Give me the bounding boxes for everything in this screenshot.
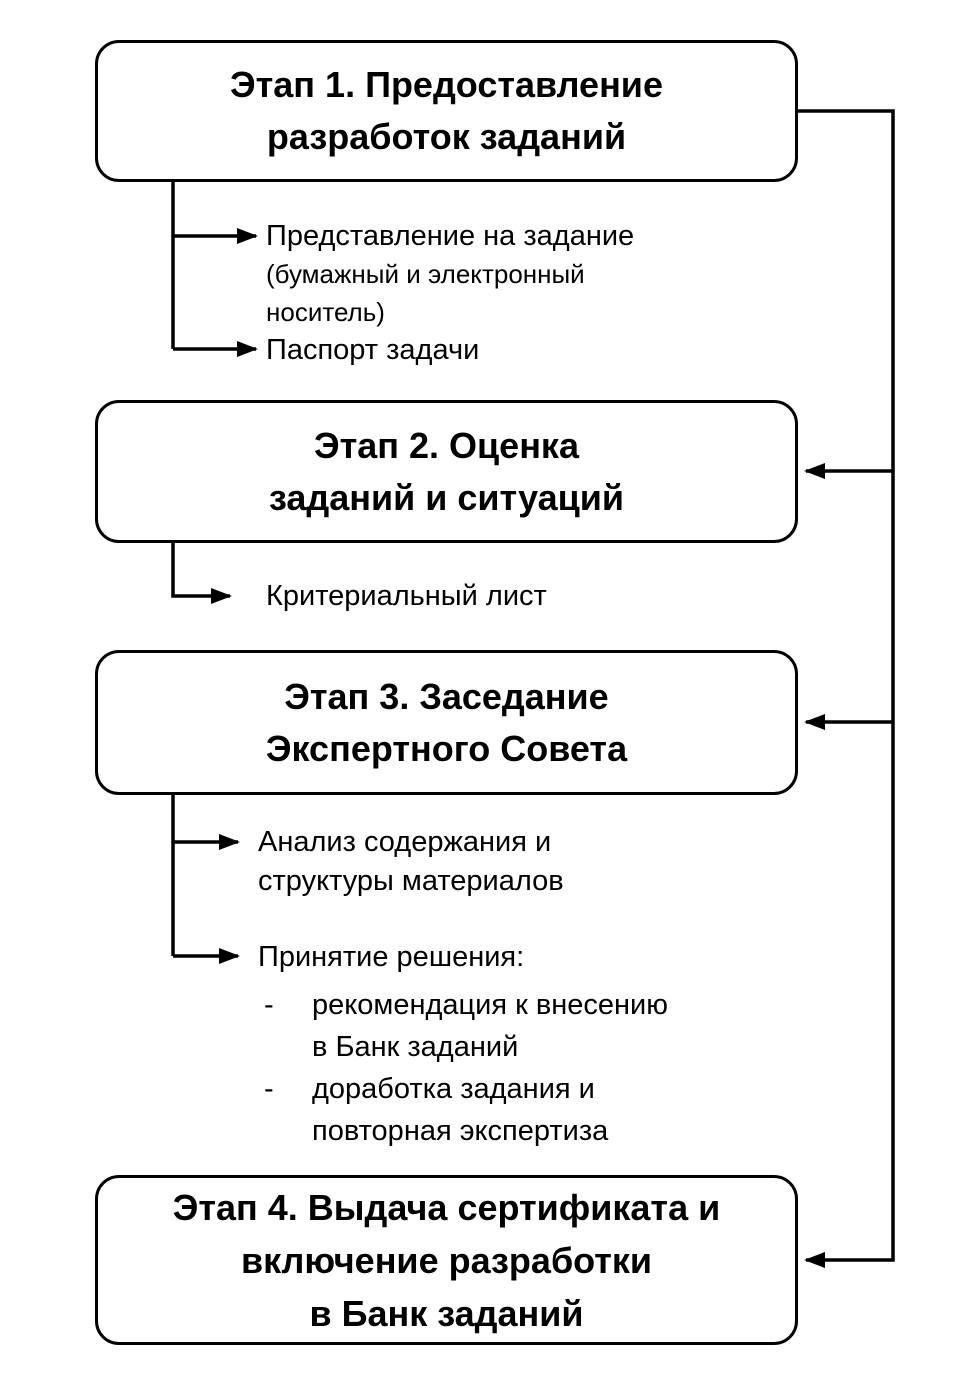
stage4-title-line3: в Банк заданий — [309, 1292, 584, 1334]
decision-option-2 — [264, 1068, 668, 1152]
stage4-box — [95, 1175, 798, 1345]
stage2-title-line2: заданий и ситуаций — [268, 476, 625, 518]
analysis-line1: Анализ содержания и — [258, 826, 552, 858]
option2-line1: доработка задания и — [312, 1073, 595, 1105]
option1-dash: - — [264, 989, 274, 1021]
decision-label: Принятие решения: — [258, 941, 525, 973]
stage1-box — [95, 40, 798, 182]
stage1-outputs-list — [266, 217, 634, 369]
doc-kriterialny-list: Критериальный лист — [266, 580, 547, 612]
stage3-decision-item — [258, 937, 524, 977]
option2-text — [312, 1068, 608, 1152]
stage3-title-line1: Этап 3. Заседание — [284, 675, 609, 717]
connector-stage1-to-stage4-arrow — [796, 111, 893, 1260]
doc-pasport: Паспорт задачи — [266, 334, 480, 366]
option1-line1: рекомендация к внесению — [312, 989, 668, 1021]
stage1-title-line2: разработок заданий — [266, 116, 627, 157]
stage3-decision-options — [264, 984, 668, 1152]
doc-predstavlenie-line1: Представление на задание — [266, 220, 635, 252]
analysis-line2: структуры материалов — [258, 865, 564, 897]
doc-predstavlenie-line3: носитель) — [266, 297, 385, 327]
stage2-outputs-list — [266, 577, 547, 615]
doc-predstavlenie-line2: (бумажный и электронный — [266, 259, 585, 289]
stage3-analysis-item — [258, 823, 564, 901]
option2-dash: - — [264, 1073, 274, 1105]
option1-line2: в Банк заданий — [312, 1031, 519, 1063]
stage2-box — [95, 400, 798, 543]
arrow-to-kriterialny-list-doc — [173, 541, 230, 596]
stage4-title-line2: включение разработки — [240, 1239, 653, 1281]
decision-option-1 — [264, 984, 668, 1068]
stage3-box — [95, 650, 798, 795]
stage4-title-line1: Этап 4. Выдача сертификата и — [172, 1186, 721, 1228]
stage2-title-line1: Этап 2. Оценка — [314, 424, 579, 466]
stage3-title-line2: Экспертного Совета — [265, 727, 628, 769]
stage1-title-line1: Этап 1. Предоставление — [230, 64, 663, 105]
option1-text — [312, 984, 668, 1068]
option2-line2: повторная экспертиза — [312, 1115, 609, 1147]
